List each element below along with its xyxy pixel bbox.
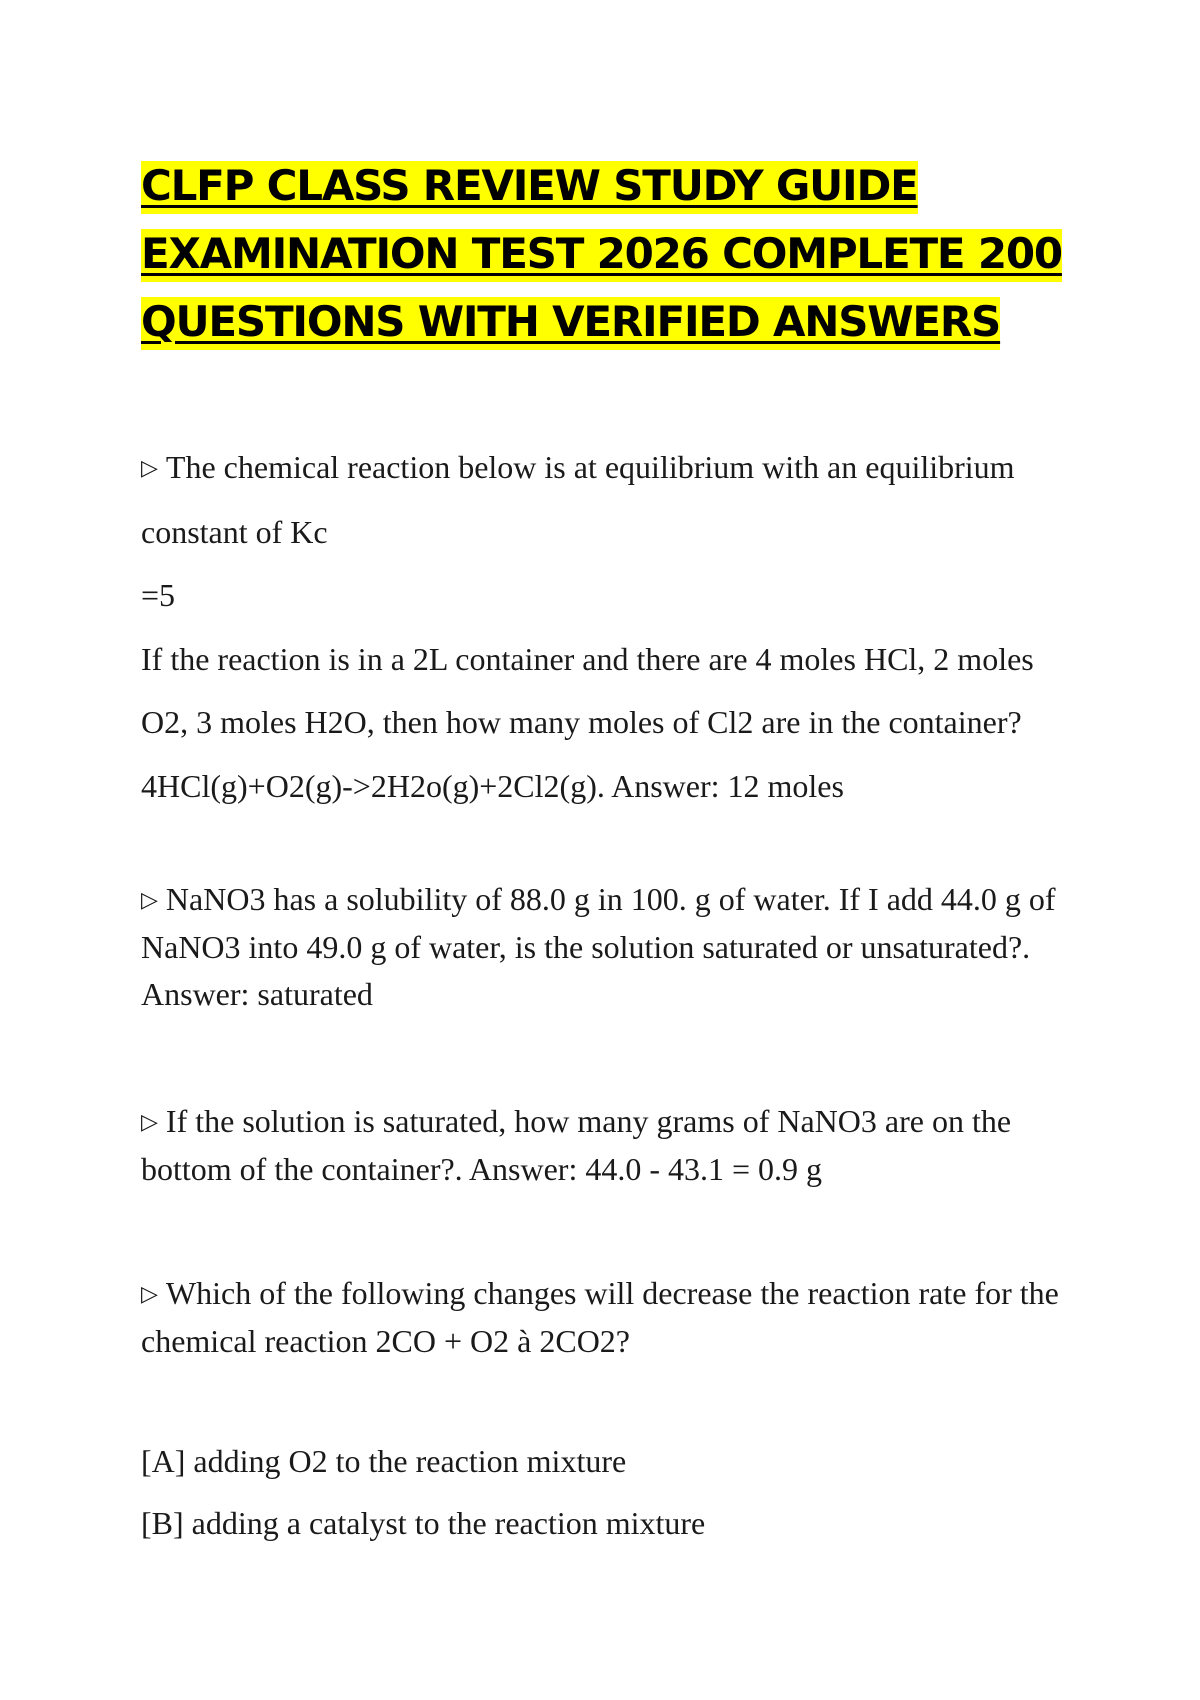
question-answer-line: 4HCl(g)+O2(g)->2H2o(g)+2Cl2(g). Answer: 12 moles [141,767,844,804]
question-text: The chemical reaction below is at equilibrium with an equilibrium [165,449,1015,485]
triangle-bullet-icon: ▷ [141,888,158,913]
question-line: constant of Kc [141,513,328,550]
question-text: Which of the following changes will decrease the reaction rate for the [165,1275,1059,1311]
option-a: [A] adding O2 to the reaction mixture [141,1443,627,1479]
question-line [141,1270,1081,1318]
document-title [141,152,1081,356]
question-answer-line: Answer: saturated [141,976,373,1012]
option-b: [B] adding a catalyst to the reaction mixture [141,1505,706,1541]
title-line-2: EXAMINATION TEST 2026 COMPLETE 200 [141,229,1062,282]
question-4 [141,1270,1081,1365]
question-line [141,876,1081,924]
question-3 [141,1098,1081,1192]
question-2 [141,876,1081,1018]
triangle-bullet-icon: ▷ [141,1282,158,1307]
triangle-bullet-icon: ▷ [141,456,158,481]
question-line: If the reaction is in a 2L container and there are 4 moles HCl, 2 moles [141,640,1034,677]
title-line-1: CLFP CLASS REVIEW STUDY GUIDE [141,161,918,214]
question-line: =5 [141,577,176,613]
title-line-3: QUESTIONS WITH VERIFIED ANSWERS [141,297,1000,350]
question-text: If the solution is saturated, how many grams of NaNO3 are on the [165,1103,1012,1139]
triangle-bullet-icon: ▷ [141,1110,158,1135]
question-answer-line: bottom of the container?. Answer: 44.0 - 43.1 = 0.9 g [141,1151,823,1187]
question-line [141,436,1081,501]
question-line: chemical reaction 2CO + O2 à 2CO2? [141,1323,630,1359]
question-text: NaNO3 has a solubility of 88.0 g in 100. g of water. If I add 44.0 g of [165,881,1056,917]
question-line [141,1098,1081,1146]
question-line: NaNO3 into 49.0 g of water, is the solution saturated or unsaturated?. [141,929,1031,965]
question-line: O2, 3 moles H2O, then how many moles of Cl2 are in the container? [141,704,1022,740]
answer-options [141,1430,1081,1554]
question-1 [141,436,1081,818]
